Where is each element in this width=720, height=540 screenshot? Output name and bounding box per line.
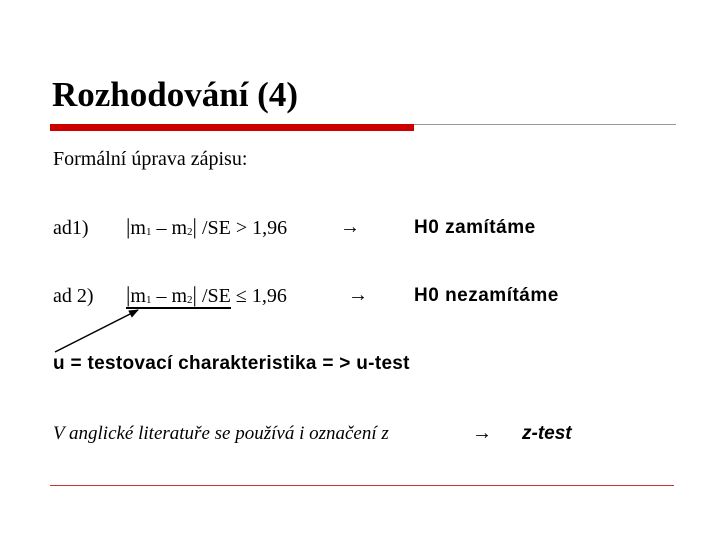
formula-rest: /SE > 1,96 bbox=[196, 217, 288, 239]
arrow-icon: → bbox=[348, 284, 368, 306]
m1-subscript: 1 bbox=[145, 294, 152, 306]
formula-se: /SE bbox=[196, 285, 231, 307]
subtitle: Formální úprava zápisu: bbox=[53, 148, 248, 170]
decision-ad2: H0 nezamítáme bbox=[414, 285, 559, 306]
m1-symbol: m bbox=[130, 285, 146, 307]
definition-text: u = testovací charakteristika = > u-test bbox=[53, 353, 410, 374]
m2-symbol: m bbox=[171, 217, 188, 239]
minus-sign: – bbox=[151, 285, 172, 307]
m2-symbol: m bbox=[171, 285, 188, 307]
m2-subscript: 2 bbox=[187, 226, 193, 238]
formula-rest: ≤ 1,96 bbox=[230, 285, 287, 307]
title-divider-line bbox=[414, 124, 676, 125]
m2-subscript: 2 bbox=[187, 294, 193, 306]
formula-ad2 bbox=[126, 282, 287, 312]
abs-bar-close: | bbox=[192, 282, 197, 307]
bottom-divider-line bbox=[50, 485, 674, 486]
abs-bar-open: | bbox=[126, 282, 131, 307]
arrow-icon: → bbox=[472, 422, 492, 444]
minus-sign: – bbox=[151, 217, 172, 239]
title-accent-rule bbox=[50, 124, 414, 131]
slide-title: Rozhodování (4) bbox=[52, 75, 298, 114]
ztest-label: z-test bbox=[522, 423, 572, 444]
formula-ad1 bbox=[126, 214, 287, 244]
decision-ad1: H0 zamítáme bbox=[414, 217, 536, 238]
row-label-ad1: ad1) bbox=[53, 217, 89, 239]
note-text: V anglické literatuře se používá i označení z bbox=[53, 423, 389, 444]
m1-subscript: 1 bbox=[145, 226, 152, 238]
arrow-icon: → bbox=[340, 216, 360, 238]
m1-symbol: m bbox=[130, 217, 146, 239]
row-label-ad2: ad 2) bbox=[53, 285, 94, 307]
abs-bar-open: | bbox=[126, 214, 131, 239]
abs-bar-close: | bbox=[192, 214, 197, 239]
